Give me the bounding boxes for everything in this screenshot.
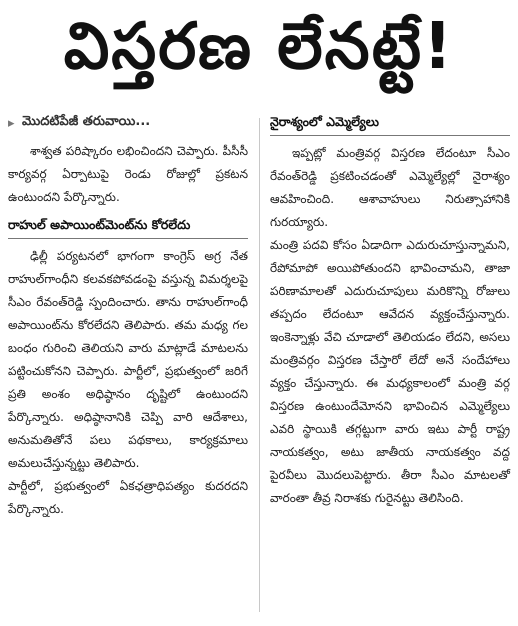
intro-paragraph: శాశ్వత పరిష్కారం లభించిందని చెప్పారు. పీసీసీ కార్యవర్గ ఏర్పాటుపై రెండు రోజుల్లో ప్రకటన ఉంటుందని పేర్కొన్నారు.: [8, 144, 248, 204]
rahul-paragraph-1: ఢిల్లీ పర్యటనలో భాగంగా కాంగ్రెస్ అగ్ర నేత రాహుల్‌గాంధీని కలవకపోవడంపై వస్తున్న విమర్శలపై సీఎం రేవంత్‌రెడ్డి స్పందించారు. తాను రాహుల్‌గాంధీ అపాయింట్‌ను కోరలేదని తెలిపారు. తమ మధ్య గల బంధం గురించి తెలియని వారు మాట్లాడే మాటలను పట్టించుకోనని చెప్పారు. పార్టీలో, ప్రభుత్వంలో జరిగే ప్రతి అంశం అధిష్ఠానం దృష్టిలో ఉంటుందని పేర్కొన్నారు. అధిష్ఠానానికి చెప్పి వారి ఆదేశాలు, అనుమతితోనే పలు పథకాలు, కార్యక్రమాలు అమలుచేస్తున్నట్టు తెలిపారు.: [8, 249, 248, 470]
left-column: [8, 114, 248, 521]
right-column: [270, 114, 510, 510]
section-heading-rahul: రాహుల్ అపాయింట్‌మెంట్‌ను కోరలేదు: [8, 217, 248, 239]
headline: విస్తరణ లేనట్టే!: [63, 9, 455, 84]
continued-label: మొదటిపేజీ తరువాయి...: [22, 114, 151, 129]
chevron-right-icon: ▸: [8, 115, 15, 131]
mlas-paragraph-1: ఇప్పట్లో మంత్రివర్గ విస్తరణ లేదంటూ సీఎం రేవంత్‌రెడ్డి ప్రకటించడంతో ఎమ్మెల్యేల్లో నైరాశ్యం ఆవహించింది. ఆశావాహులు నిరుత్సాహానికి గురయ్యారు.: [270, 146, 510, 229]
section-heading-mlas: నైరాశ్యంలో ఎమ్మెల్యేలు: [270, 114, 510, 136]
column-divider: [259, 118, 260, 612]
rahul-paragraph-2: పార్టీలో, ప్రభుత్వంలో ఏకఛత్రాధిపత్యం కుదరదని పేర్కొన్నారు.: [8, 479, 248, 516]
mlas-paragraph-2: మంత్రి పదవి కోసం ఏడాదిగా ఎదురుచూస్తున్నామని, రేపోమాపో అయిపోతుందని భావించామని, తాజా పరిణామాలతో ఎదురుచూపులు మరికొన్ని రోజులు తప్పదం లేదంటూ ఆవేదన వ్యక్తంచేస్తున్నారు. ఇంకెన్నాళ్లు వేచి చూడాలో తెలియడం లేదని, అసలు మంత్రివర్గం విస్తరణ చేస్తారో లేదో అనే సందేహాలు వ్యక్తం చేస్తున్నారు. ఈ మధ్యకాలంలో మంత్రి వర్గ విస్తరణ ఉంటుందేమోనని భావించిన ఎమ్మెల్యేలు ఎవరి స్థాయికి తగ్గట్టుగా వారు ఇటు పార్టీ రాష్ట్ర నాయకత్వం, అటు జాతీయ నాయకత్వం వద్ద పైరవీలు మొదలుపెట్టారు. తీరా సీఎం మాటలతో వారంతా తీవ్ర నిరాశకు గురైనట్టు తెలిసింది.: [270, 238, 510, 505]
continued-from-front-page: [8, 114, 248, 132]
